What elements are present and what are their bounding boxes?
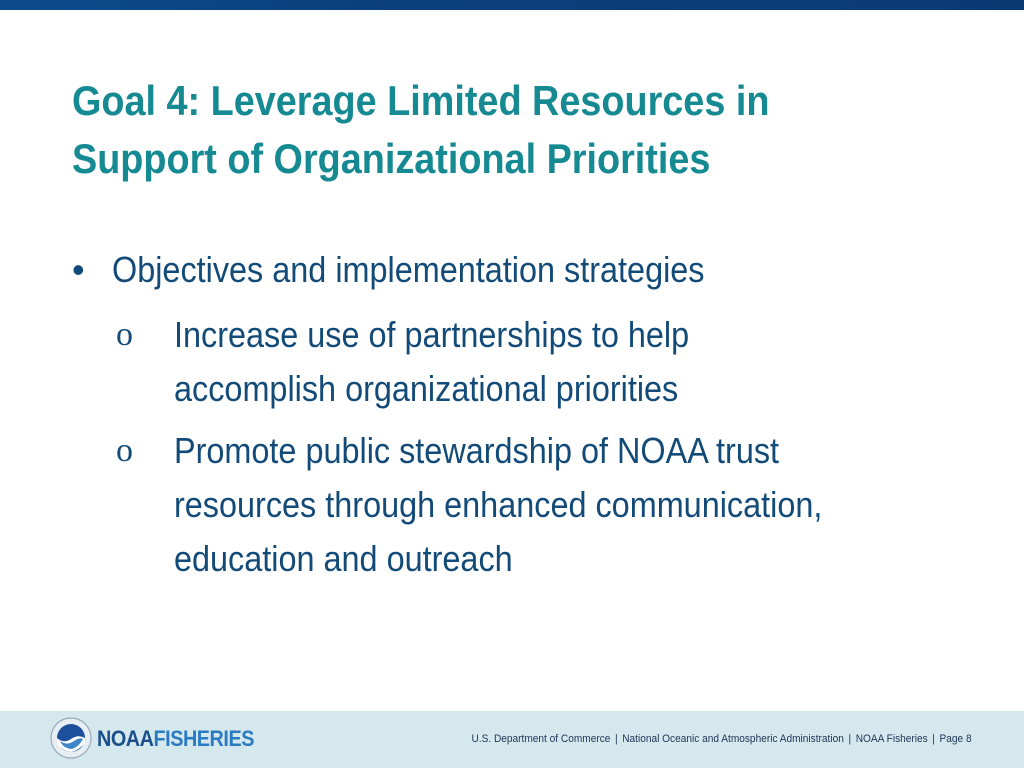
footer-office: NOAA Fisheries [856,733,929,745]
slide-footer [0,711,1024,768]
sub-bullet-line: Promote public stewardship of NOAA trust [174,430,780,471]
logo-fisheries-text: FISHERIES [153,726,254,751]
hollow-circle-bullet-icon: o [116,432,133,469]
noaa-seal-icon [50,717,92,759]
sub-bullet-item [72,308,1012,416]
footer-separator: | [615,733,619,745]
logo-noaa-text: NOAA [97,726,154,751]
footer-separator: | [932,733,936,745]
bullet-dot-icon: • [72,249,85,290]
slide-title-line: Support of Organizational Priorities [72,135,711,182]
footer-separator: | [848,733,852,745]
sub-bullet-line: accomplish organizational priorities [174,368,679,409]
sub-bullet-line: Increase use of partnerships to help [174,314,690,355]
sub-bullet-item [72,424,1012,586]
footer-agency: National Oceanic and Atmospheric Administration [622,733,845,745]
slide-title [72,72,882,188]
sub-bullet-line: resources through enhanced communication, [174,484,823,525]
sub-bullet-text [174,308,928,416]
footer-credits [472,733,972,745]
noaa-fisheries-logo [97,725,254,755]
hollow-circle-bullet-icon: o [116,316,133,353]
sub-bullet-line: education and outreach [174,538,513,579]
sub-bullet-text [174,424,928,586]
bullet-list [72,244,1012,586]
bullet-text: Objectives and implementation strategies [112,249,705,290]
bullet-item [72,244,1012,300]
slide-title-line: Goal 4: Leverage Limited Resources in [72,77,770,124]
footer-dept: U.S. Department of Commerce [471,733,611,745]
page-number: Page 8 [939,733,972,745]
top-accent-bar [0,0,1024,10]
